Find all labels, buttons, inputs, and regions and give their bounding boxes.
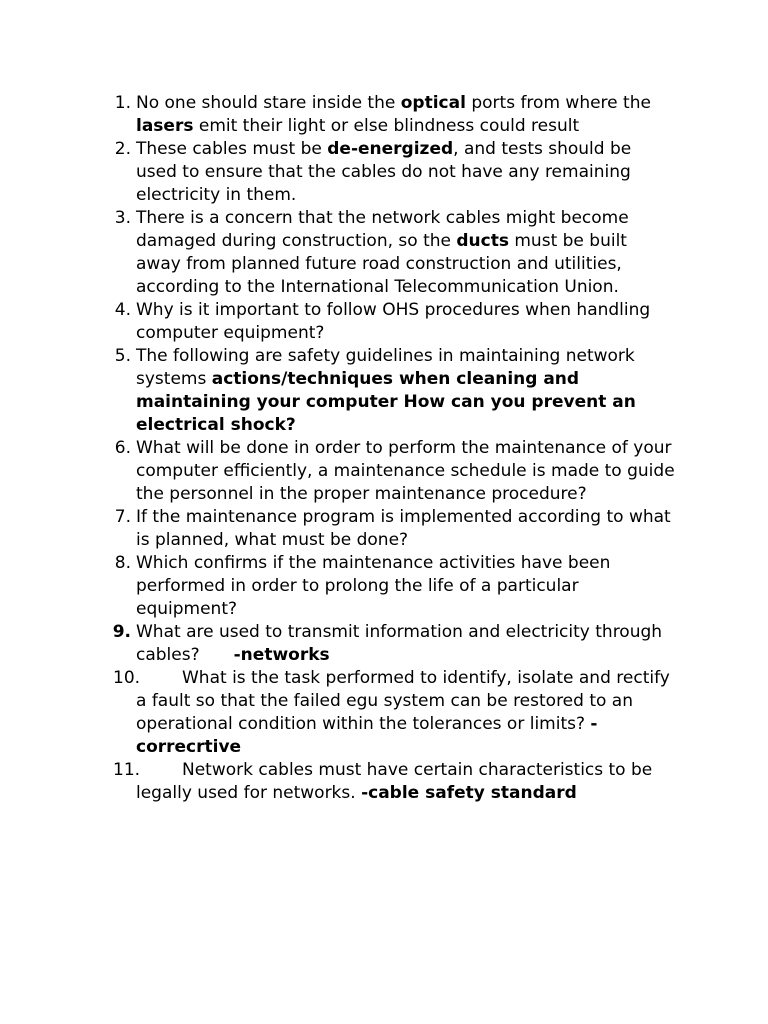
list-item-text: [136, 622, 662, 665]
list-item: [0, 759, 676, 805]
list-item: [0, 621, 676, 667]
list-item-number: 4.: [114, 300, 131, 320]
text-segment: These cables must be: [136, 139, 328, 159]
list-item-text: [136, 139, 631, 205]
list-item-number: 1.: [114, 93, 131, 113]
list-item-text: [136, 300, 650, 343]
bold-text-segment: optical: [400, 93, 466, 113]
list-item: [0, 207, 676, 299]
text-segment: emit their light or else blindness could result: [193, 116, 580, 136]
text-segment: No one should stare inside the: [136, 93, 401, 113]
bold-text-segment: actions/techniques when cleaning and maintaining your computer How can you prevent an electrical shock?: [136, 369, 636, 435]
text-segment: What will be done in order to perform the maintenance of your computer efficiently, a maintenance schedule is made to guide the personnel in the proper maintenance procedure?: [136, 438, 675, 504]
bold-text-segment: lasers: [136, 116, 194, 136]
list-item: [0, 345, 676, 437]
list-item-number: 7.: [114, 507, 131, 527]
bold-text-segment: -cable safety standard: [361, 783, 577, 803]
bold-text-segment: de-energized: [327, 139, 454, 159]
list-item-number: 3.: [114, 208, 131, 228]
bold-text-segment: ducts: [456, 231, 509, 251]
list-item: [0, 506, 676, 552]
list-item: [0, 92, 676, 138]
bold-text-segment: -correcrtive: [136, 714, 598, 757]
list-item-text: [136, 208, 629, 297]
list-item: [0, 138, 676, 207]
list-item-number: 11.: [113, 760, 141, 780]
list-item-text: [136, 760, 652, 803]
text-segment: There is a concern that the network cables might become damaged during construction, so the: [136, 208, 629, 251]
list-item: [0, 299, 676, 345]
text-segment: The following are safety guidelines in maintaining network systems: [136, 346, 635, 389]
list-item-text: [136, 438, 675, 504]
list-item-text: [136, 553, 610, 619]
list-item: [0, 552, 676, 621]
text-segment: What is the task performed to identify, isolate and rectify a fault so that the failed egu system can be restored to an operational condition within the tolerances or limits?: [136, 668, 670, 734]
numbered-list: [0, 92, 768, 805]
list-item-number: 5.: [114, 346, 131, 366]
bold-text-segment: -networks: [233, 645, 330, 665]
list-item-number: 8.: [114, 553, 131, 573]
list-item-number: 2.: [114, 139, 131, 159]
document-page: [0, 92, 768, 805]
text-segment: What are used to transmit information and electricity through cables?: [136, 622, 663, 665]
text-segment: must be built away from planned future road construction and utilities, according to the International Telecommunication Union.: [136, 231, 627, 297]
list-item: [0, 437, 676, 506]
list-item-number: 6.: [114, 438, 131, 458]
list-item-number: 9.: [112, 622, 131, 642]
list-item-text: [136, 507, 671, 550]
list-item-text: [136, 668, 670, 757]
list-item-text: [136, 93, 651, 136]
text-segment: , and tests should be used to ensure that the cables do not have any remaining electricity in them.: [136, 139, 632, 205]
list-item: [0, 667, 676, 759]
list-item-text: [136, 346, 636, 435]
text-segment: ports from where the: [465, 93, 651, 113]
text-segment: If the maintenance program is implemented according to what is planned, what must be done?: [136, 507, 671, 550]
text-segment: Why is it important to follow OHS procedures when handling computer equipment?: [136, 300, 651, 343]
list-item-number: 10.: [113, 668, 141, 688]
text-segment: Which confirms if the maintenance activities have been performed in order to prolong the life of a particular equipment?: [136, 553, 611, 619]
text-segment: Network cables must have certain characteristics to be legally used for networks.: [136, 760, 653, 803]
